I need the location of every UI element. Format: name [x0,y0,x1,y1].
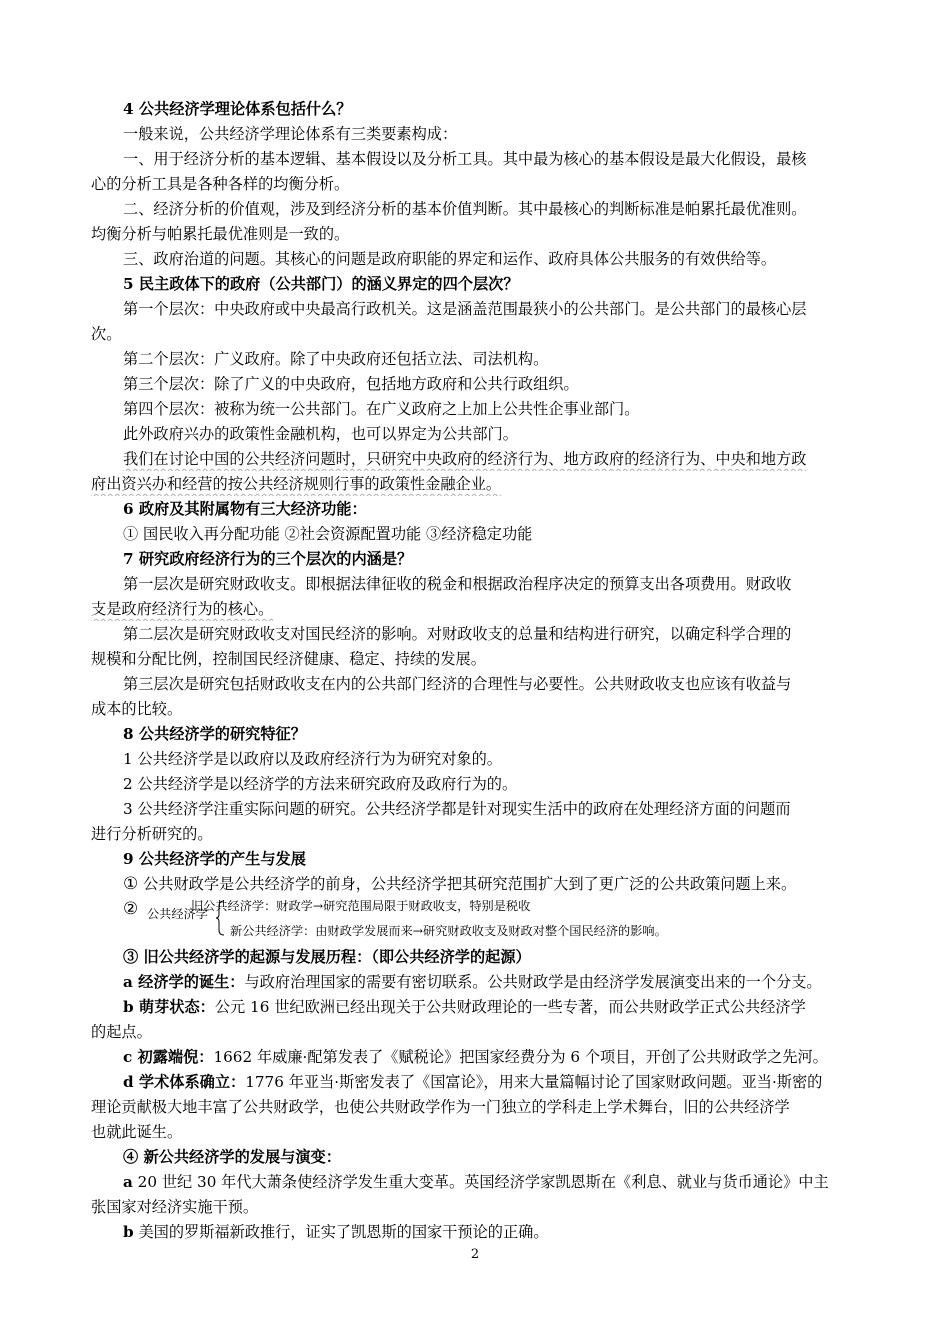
q9-item4-heading: ④ 新公共经济学的发展与演变： [123,1148,341,1166]
q5-level1-line1: 第一个层次：中央政府或中央最高行政机关。这是涵盖范围最狭小的公共部门。是公共部门的最核心层 [123,300,807,318]
q6-heading: 6 政府及其附属物有三大经济功能： [123,500,367,518]
q7-heading: 7 研究政府经济行为的三个层次的内涵是？ [123,550,413,568]
q7-level1-line1: 第一层次是研究财政收支。即根据法律征收的税金和根据政治程序决定的预算支出各项费用。财政收 [123,575,792,593]
q9-d-text: 1776 年亚当·斯密发表了《国富论》，用来大量篇幅讨论了国家财政问题。亚当·斯密的 [245,1073,823,1091]
q9-new-a-text: 20 世纪 30 年代大萧条使经济学发生重大变革。英国经济学家凯恩斯在《利息、就业与货币通论》中主 [132,1173,829,1191]
q9-item2-marker: ② [123,899,139,919]
q9-b-line [123,995,863,1019]
q9-item1 [123,872,863,896]
q5-china-line2-text: 府出资兴办和经营的按公共经济规则行事的政策性金融企业。 [91,475,502,493]
q9-b-line2: 的起点。 [91,1023,152,1041]
page-number: 2 [470,1247,480,1262]
q5-china-line2 [91,472,863,496]
q5-extra: 此外政府兴办的政策性金融机构，也可以界定为公共部门。 [123,425,518,443]
q9-a-text: 与政府治理国家的需要有密切联系。公共财政学是由经济学发展演变出来的一个分支。 [244,973,822,991]
q9-new-a-line2: 张国家对经济实施干预。 [91,1198,259,1216]
q9-c-label: c 初露端倪： [123,1048,214,1066]
q4-point3: 三、政府治道的问题。其核心的问题是政府职能的界定和运作、政府具体公共服务的有效供给等。 [123,250,777,268]
q9-new-a-label: a [123,1173,133,1191]
q9-new-b-label: b [123,1223,134,1241]
q8-feature2: 2 公共经济学是以经济学的方法来研究政府及政府行为的。 [123,775,518,793]
q7-level3-line1: 第三层次是研究包括财政收支在内的公共部门经济的合理性与必要性。公共财政收支也应该有收益与 [123,675,792,693]
q8-heading: 8 公共经济学的研究特征？ [123,725,306,743]
q5-heading: 5 民主政体下的政府（公共部门）的涵义界定的四个层次？ [123,275,519,293]
q9-a-line [123,970,863,994]
q5-level4: 第四个层次：被称为统一公共部门。在广义政府之上加上公共性企事业部门。 [123,400,640,418]
q4-point1-line1: 一、用于经济分析的基本逻辑、基本假设以及分析工具。其中最为核心的基本假设是最大化假设，最核 [123,150,807,168]
q5-level3: 第三个层次：除了广义的中央政府，包括地方政府和公共行政组织。 [123,375,579,393]
q9-item1-marker: ① [123,874,139,894]
q9-item2-label: 公共经济学 [147,907,208,921]
q7-level3-line2: 成本的比较。 [91,700,183,718]
q4-heading: 4 公共经济学理论体系包括什么？ [123,100,352,118]
q4-point2-line2: 均衡分析与帕累托最优准则是一致的。 [91,225,350,243]
q4-point2-line1: 二、经济分析的价值观，涉及到经济分析的基本价值判断。其中最核心的判断标准是帕累托最优准则。 [123,200,807,218]
q9-b-text: 公元 16 世纪欧洲已经出现关于公共财政理论的一些专著，而公共财政学正式公共经济学 [214,998,806,1016]
q4-intro: 一般来说，公共经济学理论体系有三类要素构成： [123,125,458,143]
q5-level2: 第二个层次：广义政府。除了中央政府还包括立法、司法机构。 [123,350,549,368]
q9-b-label: b 萌芽状态： [123,998,215,1016]
q8-feature3-line1: 3 公共经济学注重实际问题的研究。公共经济学都是针对现实生活中的政府在处理经济方面的问题而 [123,800,791,818]
q9-c-text: 1662 年威廉·配第发表了《赋税论》把国家经费分为 6 个项目，开创了公共财政学之先河。 [213,1048,828,1066]
q8-feature3-line2: 进行分析研究的。 [91,825,213,843]
q4-point1-line2: 心的分析工具是各种各样的均衡分析。 [91,175,350,193]
q5-level1-line2: 次。 [91,325,122,343]
q9-new-b-line [123,1220,863,1244]
q9-d-line [123,1070,863,1094]
q6-functions: ① 国民收入再分配功能 ②社会资源配置功能 ③经济稳定功能 [123,525,533,543]
q7-level2-line2: 规模和分配比例，控制国民经济健康、稳定、持续的发展。 [91,650,486,668]
q8-feature1: 1 公共经济学是以政府以及政府经济行为为研究对象的。 [123,750,502,768]
q9-item1-text: 公共财政学是公共经济学的前身，公共经济学把其研究范围扩大到了更广泛的公共政策问题上来。 [138,875,797,893]
q9-d-line3: 也就此诞生。 [91,1123,183,1141]
q9-a-label: a 经济学的诞生： [123,973,245,991]
q5-china-line1-text: 我们在讨论中国的公共经济问题时，只研究中央政府的经济行为、地方政府的经济行为、中央和地方政 [123,450,807,468]
q7-level1-line2-text: 支是政府经济行为的核心。 [91,600,274,618]
q9-new-b-text: 美国的罗斯福新政推行，证实了凯恩斯的国家干预论的正确。 [133,1223,549,1241]
q9-d-label: d 学术体系确立： [123,1073,246,1091]
q9-d-line2: 理论贡献极大地丰富了公共财政学，也使公共财政学作为一门独立的学科走上学术舞台，旧的公共经济学 [91,1098,790,1116]
q9-item3-heading: ③ 旧公共经济学的起源与发展历程：（即公共经济学的起源） [123,948,531,966]
q5-china-line1 [123,447,863,471]
q9-item2-old: 旧公共经济学：财政学→研究范围局限于财政收支，特别是税收 [191,899,531,913]
q7-level1-line2 [91,597,863,621]
q9-new-a-line [123,1170,863,1194]
q9-item2-new: 新公共经济学：由财政学发展而来→研究财政收支及财政对整个国民经济的影响。 [230,924,667,938]
q9-c-line [123,1045,863,1069]
q9-heading: 9 公共经济学的产生与发展 [123,850,306,868]
q7-level2-line1: 第二层次是研究财政收支对国民经济的影响。对财政收支的总量和结构进行研究，以确定科学合理的 [123,625,792,643]
